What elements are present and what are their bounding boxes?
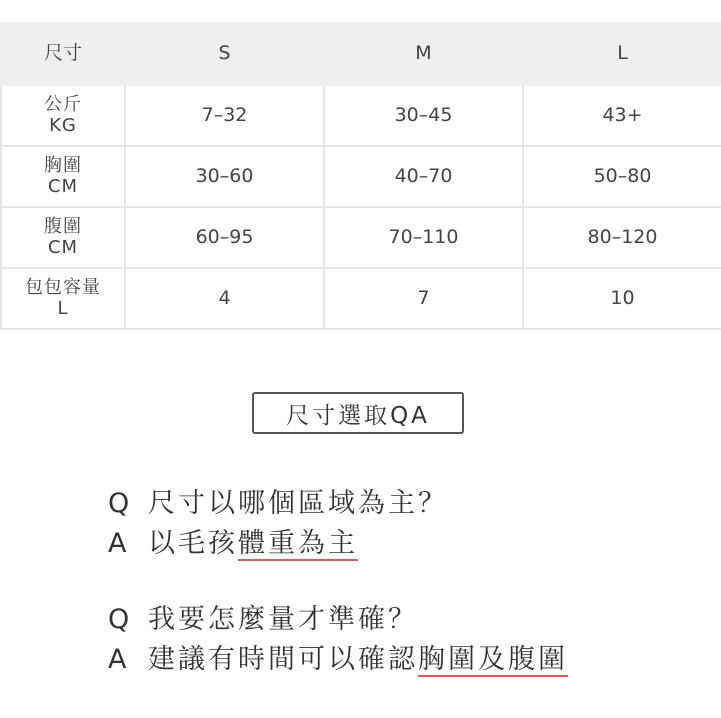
- cell-waist-l: 80–120: [523, 207, 721, 268]
- cell-chest-l: 50–80: [523, 146, 721, 207]
- qa-item-2: [108, 600, 568, 680]
- header-size-l: L: [523, 23, 721, 85]
- row-label-line1: 腹圍: [44, 215, 82, 237]
- cell-bag-s: 4: [125, 268, 324, 329]
- row-label-bag-capacity: [1, 268, 125, 329]
- table-row-chest: [1, 146, 721, 207]
- row-label-waist: [1, 207, 125, 268]
- header-size-s: S: [125, 23, 324, 85]
- cell-chest-m: 40–70: [324, 146, 523, 207]
- answer-text: 建議有時間可以確認: [148, 644, 418, 675]
- question-prefix: Q: [108, 604, 130, 635]
- table-row-weight: [1, 85, 721, 146]
- qa-section-title: 尺寸選取QA: [252, 392, 464, 434]
- cell-bag-l: 10: [523, 268, 721, 329]
- qa-item-1: [108, 484, 448, 564]
- row-label-line1: 公斤: [44, 93, 82, 115]
- table-row-bag-capacity: [1, 268, 721, 329]
- answer-prefix: A: [108, 528, 127, 559]
- size-chart-table: [0, 22, 721, 330]
- row-label-line2: L: [57, 297, 69, 319]
- row-label-line2: CM: [47, 175, 79, 197]
- cell-bag-m: 7: [324, 268, 523, 329]
- cell-weight-s: 7–32: [125, 85, 324, 146]
- row-label-weight: [1, 85, 125, 146]
- cell-weight-m: 30–45: [324, 85, 523, 146]
- question-text: 我要怎麼量才準確？: [148, 604, 418, 635]
- question-text: 尺寸以哪個區域為主？: [148, 488, 448, 519]
- question-prefix: Q: [108, 488, 130, 519]
- answer-line: [108, 640, 568, 680]
- question-line: [108, 600, 568, 640]
- answer-prefix: A: [108, 644, 127, 675]
- row-label-line1: 包包容量: [25, 276, 101, 298]
- cell-waist-m: 70–110: [324, 207, 523, 268]
- cell-waist-s: 60–95: [125, 207, 324, 268]
- row-label-chest: [1, 146, 125, 207]
- header-size-m: M: [324, 23, 523, 85]
- row-label-line2: CM: [47, 236, 79, 258]
- answer-text: 以毛孩: [148, 528, 238, 559]
- cell-weight-l: 43+: [523, 85, 721, 146]
- row-label-line1: 胸圍: [44, 154, 82, 176]
- size-table-header-row: [1, 23, 721, 85]
- question-line: [108, 484, 448, 524]
- answer-highlight: 體重為主: [238, 528, 358, 559]
- header-label-cell: 尺寸: [1, 23, 125, 85]
- cell-chest-s: 30–60: [125, 146, 324, 207]
- answer-line: [108, 524, 448, 564]
- row-label-line2: KG: [49, 114, 77, 136]
- answer-highlight: 胸圍及腹圍: [418, 644, 568, 675]
- table-row-waist: [1, 207, 721, 268]
